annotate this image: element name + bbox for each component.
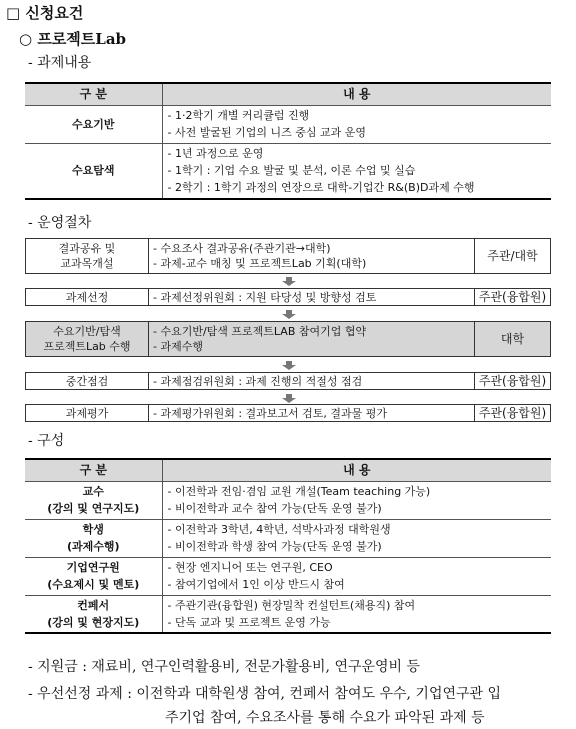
table-row (25, 557, 551, 595)
table-header-row (25, 459, 551, 481)
table-row (25, 481, 551, 519)
circle-marker: ○ (19, 30, 33, 48)
priority-text-line-1: - 우선선정 과제 : 이전학과 대학원생 참여, 컨페서 참여도 우수, 기업연구관 입 (28, 686, 502, 702)
header-category: 구 분 (25, 459, 162, 481)
desc-line: - 과제수행 (153, 340, 203, 353)
flow-step-owner: 주관(융합원) (478, 405, 547, 420)
row-content (162, 519, 551, 557)
content-line: - 사전 발굴된 기업의 니즈 중심 교과 운영 (167, 126, 366, 139)
flow-step-owner: 대학 (500, 331, 525, 346)
row-category (25, 557, 162, 595)
flow-step-execution (25, 321, 551, 357)
content-line: - 1년 과정으로 운영 (167, 147, 264, 161)
step-label-line: 결과공유 및 (58, 242, 116, 255)
step-label-line: 수요기반/탐색 (53, 325, 121, 338)
flow-step-midcheck (25, 372, 551, 390)
flow-step-label: 중간점검 (26, 373, 149, 389)
content-line: - 1학기 : 기업 수요 발굴 및 분석, 이론 수업 및 실습 (167, 164, 416, 178)
flow-step-label: 과제평가 (26, 405, 149, 421)
content-line: - 주관기관(융합원) 현장밀착 컨설턴트(채용직) 참여 (167, 598, 416, 612)
down-arrow-icon (282, 310, 296, 319)
down-arrow-icon (282, 394, 296, 403)
category-line: 학생 (82, 523, 104, 536)
category-line: (수요제시 및 멘토) (47, 578, 140, 591)
desc-line: - 과제점검위원회 : 과제 진행의 적절성 점검 (153, 374, 363, 388)
section-heading (6, 2, 83, 23)
row-category: 수요기반 (25, 105, 162, 143)
content-line: - 참여기업에서 1인 이상 반드시 참여 (167, 578, 345, 591)
desc-line: - 과제평가위원회 : 결과보고서 검토, 결과물 평가 (153, 406, 388, 420)
desc-line: - 수요기반/탐색 프로젝트LAB 참여기업 협약 (153, 325, 367, 338)
table-row (25, 105, 551, 143)
desc-line: - 수요조사 결과공유(주관기관→대학) (153, 242, 331, 255)
row-category (25, 481, 162, 519)
step-label-line: 교과목개설 (60, 257, 114, 270)
category-line: (강의 및 연구지도) (47, 502, 140, 515)
header-content: 내 용 (162, 83, 551, 105)
flow-step-desc (149, 289, 475, 305)
flow-step-desc (149, 405, 475, 421)
content-line: - 이전학과 전임·겸임 교원 개설(Team teaching 가능) (167, 485, 431, 498)
content-line: - 단독 교과 및 프로젝트 운영 가능 (167, 615, 331, 629)
procedure-heading: - 운영절차 (28, 215, 92, 231)
row-category (25, 519, 162, 557)
header-content: 내 용 (162, 459, 551, 481)
task-content-table (25, 82, 551, 200)
category-line: 교수 (82, 485, 104, 498)
table-row (25, 143, 551, 199)
content-line: - 현장 엔지니어 또는 연구원, CEO (167, 561, 333, 574)
row-content (162, 481, 551, 519)
section-title: 신청요건 (25, 4, 84, 22)
flow-step-desc (149, 322, 475, 356)
step-label-line: 프로젝트Lab 수행 (43, 340, 131, 353)
priority-text-line-2: 주기업 참여, 수요조사를 통해 수요가 파악된 과제 등 (165, 710, 485, 726)
content-line: - 비이전학과 교수 참여 가능(단독 운영 불가) (167, 502, 382, 515)
category-line: 컨페서 (77, 598, 110, 612)
flow-step-sharing (25, 238, 551, 274)
composition-table (25, 458, 551, 634)
flow-step-owner: 주관(융합원) (478, 289, 547, 304)
desc-line: - 과제-교수 매칭 및 프로젝트Lab 기획(대학) (153, 257, 367, 270)
checkbox-glyph: □ (6, 4, 21, 22)
table-row (25, 519, 551, 557)
flow-step-selection (25, 288, 551, 306)
table-row (25, 595, 551, 633)
flow-step-owner: 주관/대학 (487, 248, 538, 263)
flow-step-owner: 주관(융합원) (478, 373, 547, 388)
row-category: 수요탐색 (25, 143, 162, 199)
content-line: - 비이전학과 학생 참여 가능(단독 운영 불가) (167, 540, 382, 553)
flow-step-evaluation (25, 404, 551, 422)
header-category: 구 분 (25, 83, 162, 105)
flow-step-label (26, 239, 149, 273)
category-line: (강의 및 현장지도) (47, 615, 140, 629)
subsection-heading (19, 28, 126, 49)
content-line: - 이전학과 3학년, 4학년, 석박사과정 대학원생 (167, 523, 391, 536)
content-line: - 1·2학기 개별 커리큘럼 진행 (167, 109, 310, 122)
row-category (25, 595, 162, 633)
table-header-row (25, 83, 551, 105)
flow-step-desc (149, 239, 475, 273)
category-line: 기업연구원 (66, 561, 120, 574)
category-line: (과제수행) (66, 540, 120, 553)
desc-line: - 과제선정위원회 : 지원 타당성 및 방향성 검토 (153, 290, 377, 304)
row-content (162, 143, 551, 199)
content-line: - 2학기 : 1학기 과정의 연장으로 대학-기업간 R&(B)D과제 수행 (167, 181, 475, 195)
flow-step-label: 과제선정 (26, 289, 149, 305)
down-arrow-icon (282, 361, 296, 370)
flow-step-label (26, 322, 149, 356)
composition-heading: - 구성 (28, 433, 65, 449)
content-heading: - 과제내용 (28, 55, 92, 71)
support-funds-text: - 지원금 : 재료비, 연구인력활용비, 전문가활용비, 연구운영비 등 (28, 659, 421, 675)
row-content (162, 595, 551, 633)
row-content (162, 557, 551, 595)
flow-step-desc (149, 373, 475, 389)
down-arrow-icon (282, 277, 296, 286)
row-content (162, 105, 551, 143)
subsection-title: 프로젝트Lab (37, 30, 127, 48)
